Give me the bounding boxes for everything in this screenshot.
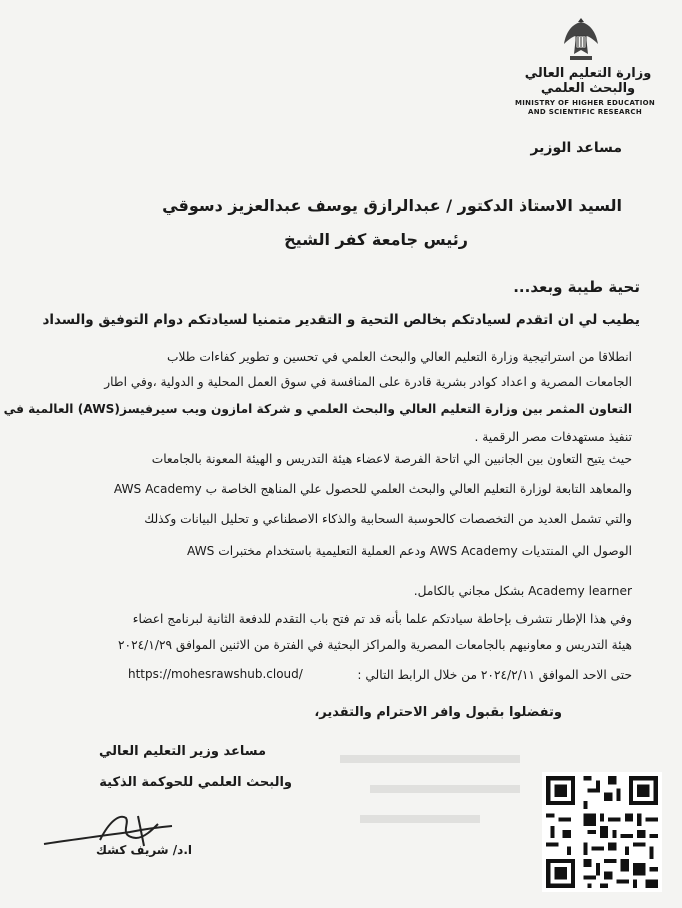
- eagle-emblem-icon: [560, 14, 602, 66]
- body-line: انطلاقا من استراتيجية وزارة التعليم العالي والبحث العلمي في تحسين و تطوير كفاءات طلاب: [167, 350, 632, 364]
- ministry-name-arabic: وزارة التعليم العالي والبحث العلمي: [524, 66, 652, 96]
- body-line: والمعاهد التابعة لوزارة التعليم العالي والبحث العلمي للحصول علي المناهج الخاصة ب AWS Academy: [113, 482, 632, 496]
- body-line: وفي هذا الإطار نتشرف بإحاطة سيادتكم علما بأنه قد تم فتح باب التقدم للدفعة الثانية لبرنامج اعضاء: [132, 612, 632, 626]
- ministry-name-english: [500, 99, 670, 117]
- body-line: حتى الاحد الموافق ٢٠٢٤/٢/١١ من خلال الرابط التالي :: [357, 668, 632, 682]
- signer-role-line-2: والبحث العلمي للحوكمة الذكية: [99, 775, 292, 790]
- body-line: حيث يتيح التعاون بين الجانبين الي اتاحة الفرصة لاعضاء هيئة التدريس و الهيئة المعونة بالجامعات: [151, 452, 632, 466]
- recipient-name: السيد الاستاذ الدكتور / عبدالرازق يوسف عبدالعزيز دسوقي: [162, 196, 622, 215]
- registration-link[interactable]: https://mohesrawshub.cloud/: [128, 667, 303, 681]
- recipient-title: رئيس جامعة كفر الشيخ: [284, 230, 468, 249]
- faded-background-text: [330, 745, 550, 865]
- body-line: الوصول الي المنتديات AWS Academy ودعم العملية التعليمية باستخدام مختبرات AWS: [186, 544, 632, 558]
- ministry-name-english-line-1: MINISTRY OF HIGHER EDUCATION: [514, 99, 656, 107]
- body-line: التعاون المثمر بين وزارة التعليم العالي والبحث العلمي و شركة امازون ويب سيرفيسز(AWS) العالمية في: [3, 402, 632, 416]
- body-line: هيئة التدريس و معاونيهم بالجامعات المصرية والمراكز البحثية في الفترة من الاثنين الموافق ٢٠٢٤/١/٢٩: [118, 638, 632, 652]
- body-line: والتي تشمل العديد من التخصصات كالحوسبة السحابية والذكاء الاصطناعي و تحليل البيانات وكذلك: [144, 512, 632, 526]
- body-line: تنفيذ مستهدفات مصر الرقمية .: [474, 430, 632, 444]
- body-line: Academy learner بشكل مجاني بالكامل.: [413, 584, 632, 598]
- ministry-name-english-line-2: AND SCIENTIFIC RESEARCH: [528, 108, 642, 116]
- greeting: تحية طيبة وبعد...: [513, 278, 640, 296]
- opening-line: يطيب لي ان اتقدم لسيادتكم بخالص التحية و التقدير متمنيا لسيادتكم دوام التوفيق والسداد: [42, 312, 640, 328]
- closing-line: وتفضلوا بقبول وافر الاحترام والتقدير،: [314, 705, 562, 720]
- signer-role-line-1: مساعد وزير التعليم العالي: [98, 744, 266, 759]
- body-line: الجامعات المصرية و اعداد كوادر بشرية قادرة على المنافسة في سوق العمل المحلية و الدولية ،وفي اطار: [104, 375, 632, 389]
- qr-code-icon[interactable]: [542, 772, 662, 892]
- signer-name: ا.د/ شريف كشك: [96, 843, 192, 857]
- from-office: مساعد الوزير: [530, 140, 622, 156]
